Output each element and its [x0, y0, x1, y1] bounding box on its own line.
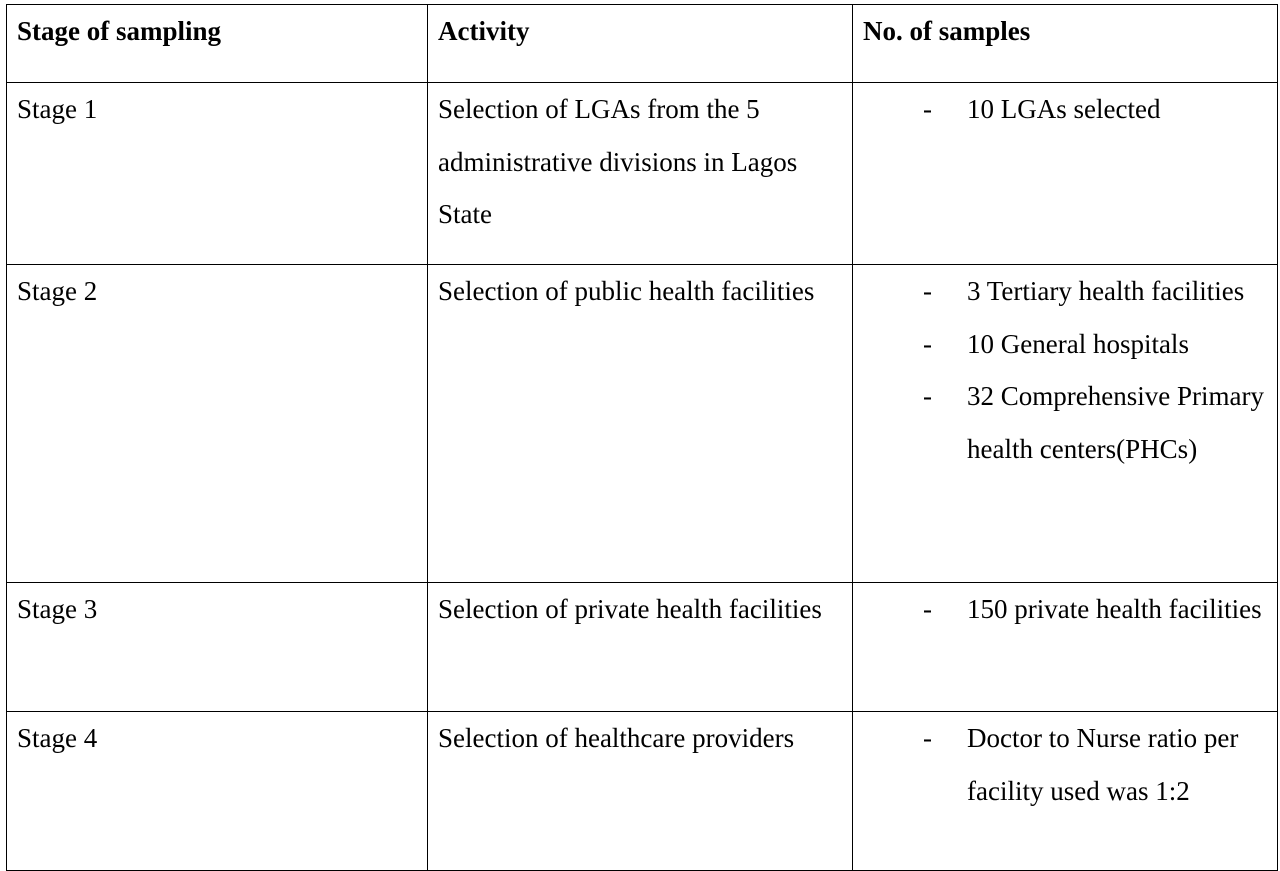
bullet-dash: -: [923, 328, 932, 359]
bullet-dash: -: [923, 276, 932, 306]
activity-cell: Selection of LGAs from the 5 administrative divisions in Lagos State: [428, 83, 853, 265]
samples-cell: [853, 265, 1278, 583]
samples-cell: [853, 83, 1278, 265]
sample-item: [863, 370, 1267, 475]
stage-cell: Stage 1: [7, 83, 428, 265]
sample-item: [863, 712, 1267, 817]
stage-cell: Stage 2: [7, 265, 428, 583]
table-row: [7, 583, 1278, 712]
table-row: [7, 265, 1278, 583]
bullet-dash: -: [923, 594, 932, 624]
header-no-of-samples: No. of samples: [853, 5, 1278, 83]
sample-item: [863, 318, 1267, 371]
samples-cell: [853, 712, 1278, 871]
sample-text: 150 private health facilities: [967, 594, 1262, 624]
bullet-dash: -: [923, 94, 932, 124]
samples-cell: [853, 583, 1278, 712]
sampling-stages-table: [6, 4, 1278, 871]
activity-cell: Selection of private health facilities: [428, 583, 853, 712]
stage-cell: Stage 4: [7, 712, 428, 871]
sample-text: 10 LGAs selected: [967, 94, 1161, 124]
sample-item: [863, 583, 1267, 636]
sample-text: Doctor to Nurse ratio per facility used was 1:2: [967, 723, 1239, 806]
sample-item: [863, 83, 1267, 136]
sample-item: [863, 265, 1267, 318]
header-activity: Activity: [428, 5, 853, 83]
sample-text: 10 General hospitals: [967, 328, 1189, 359]
bullet-dash: -: [923, 723, 932, 753]
table-row: [7, 712, 1278, 871]
activity-cell: Selection of public health facilities: [428, 265, 853, 583]
activity-cell: Selection of healthcare providers: [428, 712, 853, 871]
sample-text: 32 Comprehensive Primary health centers(PHCs): [967, 381, 1264, 464]
table-header-row: [7, 5, 1278, 83]
bullet-dash: -: [923, 381, 932, 411]
sample-text: 3 Tertiary health facilities: [967, 276, 1245, 306]
stage-cell: Stage 3: [7, 583, 428, 712]
header-stage-of-sampling: Stage of sampling: [7, 5, 428, 83]
table-row: [7, 83, 1278, 265]
